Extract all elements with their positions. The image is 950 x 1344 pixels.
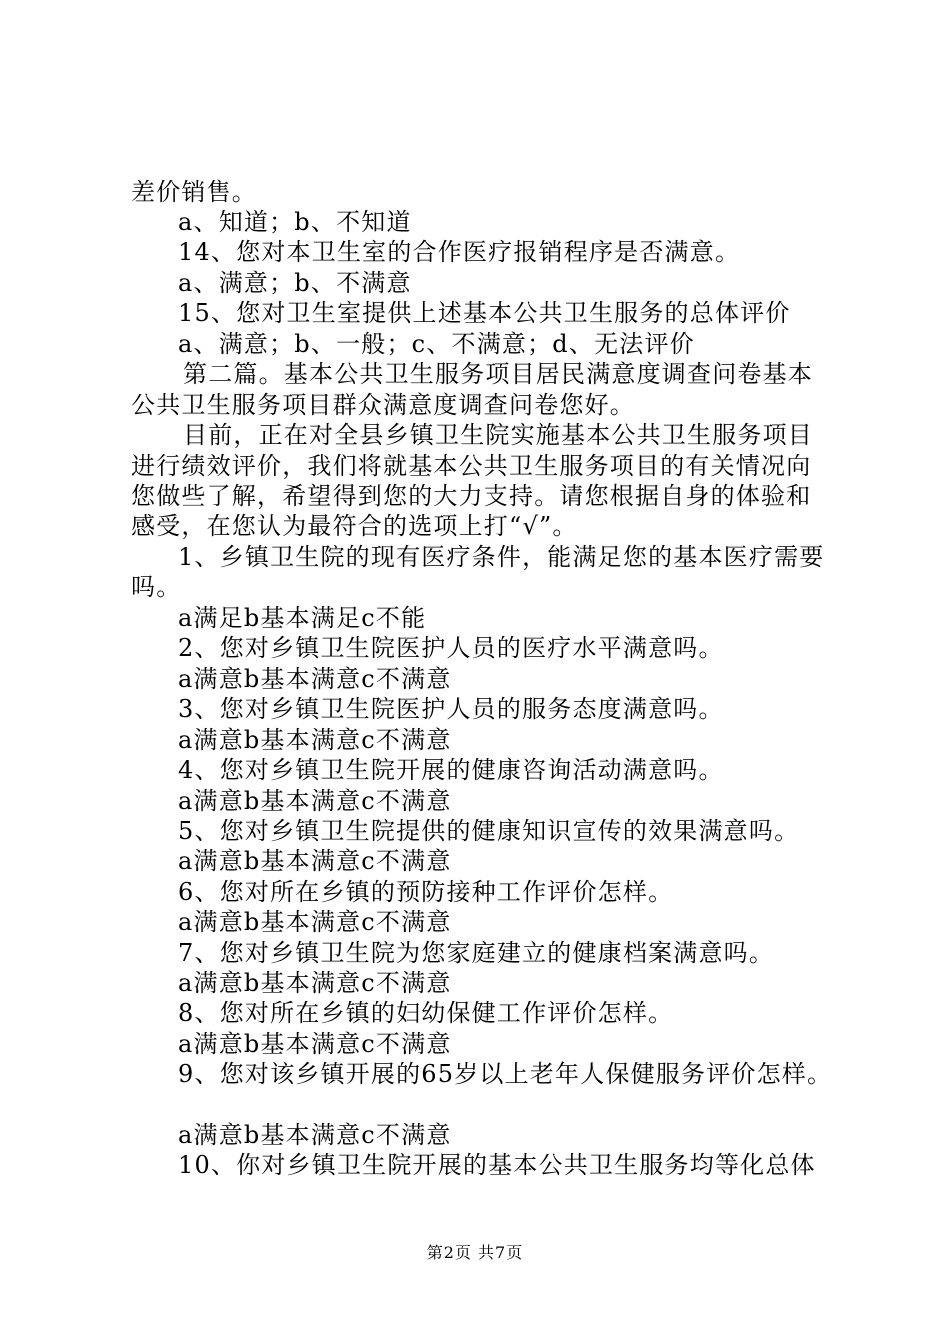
- text-line: 公共卫生服务项目群众满意度调查问卷您好。: [131, 391, 635, 419]
- text-line: 15、您对卫生室提供上述基本公共卫生服务的总体评价: [178, 299, 791, 327]
- answer-options: a满意b基本满意c不满意: [178, 726, 452, 754]
- question-line: 1、乡镇卫生院的现有医疗条件，能满足您的基本医疗需要: [178, 543, 825, 571]
- text-line: 14、您对本卫生室的合作医疗报销程序是否满意。: [178, 238, 741, 266]
- section-heading: 第二篇。基本公共卫生服务项目居民满意度调查问卷基本: [183, 360, 813, 388]
- answer-options: a满意b基本满意c不满意: [178, 1121, 452, 1149]
- answer-options: a满意b基本满意c不满意: [178, 1030, 452, 1058]
- text-line: 感受，在您认为最符合的选项上打“√”。: [131, 512, 578, 540]
- text-line: 吗。: [131, 573, 182, 601]
- page-number: 第2页 共7页: [426, 1243, 524, 1262]
- text-line: a、知道；b、不知道: [178, 208, 412, 236]
- question-line: 2、您对乡镇卫生院医护人员的医疗水平满意吗。: [178, 634, 724, 662]
- text-line: 目前，正在对全县乡镇卫生院实施基本公共卫生服务项目: [183, 421, 813, 449]
- answer-options: a满意b基本满意c不满意: [178, 787, 452, 815]
- question-line: 5、您对乡镇卫生院提供的健康知识宣传的效果满意吗。: [178, 817, 800, 845]
- text-line: 差价销售。: [131, 178, 257, 206]
- answer-options: a满足b基本满足c不能: [178, 604, 427, 632]
- question-line: 10、你对乡镇卫生院开展的基本公共卫生服务均等化总体: [178, 1151, 816, 1179]
- question-line: 8、您对所在乡镇的妇幼保健工作评价怎样。: [178, 999, 674, 1027]
- answer-options: a满意b基本满意c不满意: [178, 908, 452, 936]
- question-line: 3、您对乡镇卫生院医护人员的服务态度满意吗。: [178, 695, 724, 723]
- question-line: 7、您对乡镇卫生院为您家庭建立的健康档案满意吗。: [178, 939, 775, 967]
- text-line: a、满意；b、一般；c、不满意；d、无法评价: [178, 330, 695, 358]
- text-line: 进行绩效评价，我们将就基本公共卫生服务项目的有关情况向: [131, 452, 812, 480]
- answer-options: a满意b基本满意c不满意: [178, 847, 452, 875]
- question-line: 4、您对乡镇卫生院开展的健康咨询活动满意吗。: [178, 756, 724, 784]
- question-line: 9、您对该乡镇开展的65岁以上老年人保健服务评价怎样。: [178, 1060, 833, 1088]
- answer-options: a满意b基本满意c不满意: [178, 969, 452, 997]
- text-line: 您做些了解，希望得到您的大力支持。请您根据自身的体验和: [131, 482, 812, 510]
- text-line: a、满意；b、不满意: [178, 269, 412, 297]
- question-line: 6、您对所在乡镇的预防接种工作评价怎样。: [178, 878, 674, 906]
- answer-options: a满意b基本满意c不满意: [178, 665, 452, 693]
